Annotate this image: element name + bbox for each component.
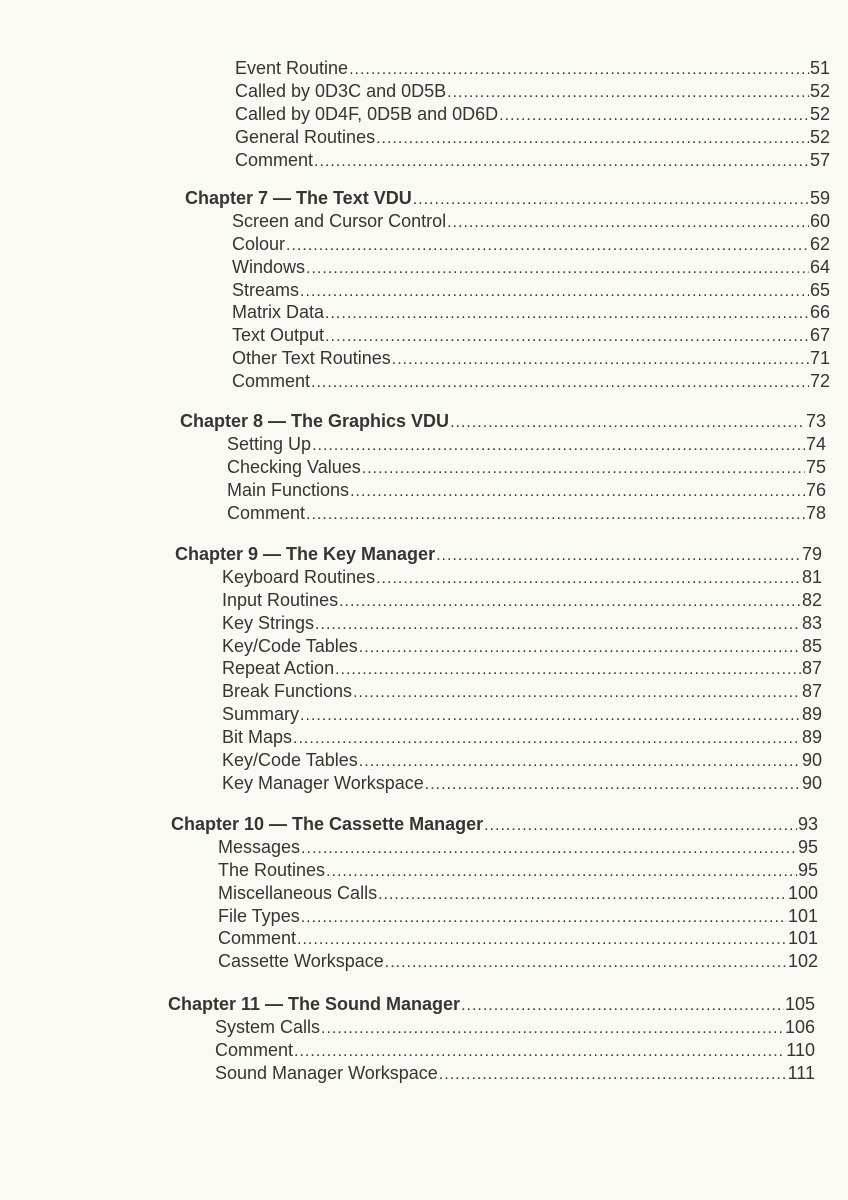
page-number: 95	[797, 836, 818, 857]
toc-entry	[0, 57, 830, 80]
toc-section	[0, 57, 848, 171]
entry-title: Screen and Cursor Control	[232, 210, 447, 231]
page-number: 60	[809, 210, 830, 231]
entry-title: Key Manager Workspace	[222, 772, 424, 793]
entry-title: Break Functions	[222, 681, 353, 702]
page-number: 102	[787, 951, 818, 972]
entry-title: Bit Maps	[222, 727, 293, 748]
page-number: 76	[805, 479, 826, 500]
page-number: 78	[805, 502, 826, 523]
chapter-title: Chapter 9 — The Key Manager	[175, 544, 436, 564]
dot-leader	[353, 682, 801, 705]
page-number: 73	[805, 411, 826, 431]
dot-leader	[436, 545, 801, 568]
dot-leader	[376, 128, 809, 151]
toc-entry	[0, 749, 822, 772]
toc-entry	[0, 589, 822, 612]
chapter-title: Chapter 11 — The Sound Manager	[168, 994, 461, 1014]
entry-title: Called by 0D4F, 0D5B and 0D6D	[235, 103, 499, 124]
page-number: 81	[801, 566, 822, 587]
entry-title: General Routines	[235, 126, 376, 147]
dot-leader	[447, 82, 809, 105]
page-number: 95	[797, 859, 818, 880]
entry-title: Key/Code Tables	[222, 750, 358, 771]
dot-leader	[349, 59, 809, 82]
toc-entry	[0, 126, 830, 149]
toc-entry	[0, 882, 818, 905]
toc-entry	[0, 1039, 815, 1062]
page-number: 110	[786, 1039, 815, 1060]
toc-section	[0, 813, 848, 973]
toc-section	[0, 187, 848, 393]
entry-title: Main Functions	[227, 479, 350, 500]
toc-entry	[0, 279, 830, 302]
entry-title: Repeat Action	[222, 658, 335, 679]
entry-title: Streams	[232, 279, 300, 300]
page-number: 72	[809, 371, 830, 392]
entry-title: Comment	[235, 149, 314, 170]
dot-leader	[306, 504, 805, 527]
dot-leader	[499, 105, 809, 128]
page-number: 89	[801, 704, 822, 725]
chapter-title: Chapter 8 — The Graphics VDU	[180, 411, 450, 431]
page-number: 71	[809, 348, 830, 369]
toc-entry	[0, 859, 818, 882]
entry-title: The Routines	[218, 859, 326, 880]
entry-title: Called by 0D3C and 0D5B	[235, 80, 447, 101]
page-number: 93	[797, 814, 818, 834]
toc-entry	[0, 927, 818, 950]
page-number: 105	[784, 994, 815, 1014]
dot-leader	[312, 435, 805, 458]
page-number: 100	[787, 882, 818, 903]
page-number: 51	[809, 58, 830, 78]
entry-title: Comment	[232, 371, 311, 392]
page-number: 106	[784, 1016, 815, 1037]
toc-entry	[0, 80, 830, 103]
toc-entry	[0, 1016, 815, 1039]
entry-title: Sound Manager Workspace	[215, 1062, 438, 1083]
toc-entry	[0, 680, 822, 703]
entry-title: Key Strings	[222, 612, 315, 633]
toc-entry	[0, 635, 822, 658]
toc-entry	[0, 256, 830, 279]
entry-title: File Types	[218, 905, 300, 926]
page-number: 52	[809, 103, 830, 124]
page-number: 101	[787, 905, 818, 926]
dot-leader	[301, 838, 797, 861]
entry-title: System Calls	[215, 1016, 321, 1037]
dot-leader	[461, 995, 784, 1018]
page-number: 82	[801, 589, 822, 610]
toc-chapter-entry	[0, 813, 818, 836]
dot-leader	[359, 637, 801, 660]
entry-title: Miscellaneous Calls	[218, 882, 378, 903]
dot-leader	[484, 815, 797, 838]
toc-entry	[0, 502, 826, 525]
page-number: 87	[801, 658, 822, 679]
toc-entry	[0, 456, 826, 479]
toc-entry	[0, 103, 830, 126]
dot-leader	[306, 258, 809, 281]
toc-entry	[0, 772, 822, 795]
entry-title: Matrix Data	[232, 302, 325, 323]
entry-title: Other Text Routines	[232, 348, 391, 369]
dot-leader	[362, 458, 805, 481]
page-number: 52	[809, 126, 830, 147]
toc-entry	[0, 347, 830, 370]
toc-section	[0, 543, 848, 795]
dot-leader	[300, 705, 801, 728]
dot-leader	[447, 212, 809, 235]
page-number: 89	[801, 727, 822, 748]
page-number: 52	[809, 80, 830, 101]
toc-entry	[0, 726, 822, 749]
chapter-title: Chapter 7 — The Text VDU	[185, 188, 412, 208]
page-number: 83	[801, 612, 822, 633]
dot-leader	[339, 591, 801, 614]
toc-entry	[0, 950, 818, 973]
toc-entry	[0, 905, 818, 928]
page-number: 62	[809, 233, 830, 254]
dot-leader	[378, 884, 787, 907]
dot-leader	[293, 728, 801, 751]
dot-leader	[325, 303, 809, 326]
entry-title: Key/Code Tables	[222, 635, 358, 656]
dot-leader	[335, 659, 801, 682]
toc-entry	[0, 301, 830, 324]
dot-leader	[325, 326, 809, 349]
toc-entry	[0, 233, 830, 256]
dot-leader	[294, 1041, 785, 1064]
toc-section	[0, 410, 848, 524]
dot-leader	[314, 151, 809, 174]
page-number: 67	[809, 325, 830, 346]
toc-entry	[0, 479, 826, 502]
page-number: 74	[805, 433, 826, 454]
entry-title: Input Routines	[222, 589, 339, 610]
dot-leader	[425, 774, 801, 797]
dot-leader	[315, 614, 801, 637]
toc-chapter-entry	[0, 543, 822, 566]
toc-entry	[0, 1062, 815, 1085]
page-number: 75	[805, 456, 826, 477]
dot-leader	[300, 281, 809, 304]
dot-leader	[392, 349, 809, 372]
dot-leader	[311, 372, 809, 395]
toc-entry	[0, 433, 826, 456]
dot-leader	[385, 952, 787, 975]
entry-title: Checking Values	[227, 456, 361, 477]
page-number: 85	[801, 635, 822, 656]
entry-title: Comment	[215, 1039, 294, 1060]
page-number: 79	[801, 544, 822, 564]
dot-leader	[450, 412, 805, 435]
toc-chapter-entry	[0, 993, 815, 1016]
page-number: 90	[801, 750, 822, 771]
toc-chapter-entry	[0, 187, 830, 210]
dot-leader	[326, 861, 797, 884]
page-number: 66	[809, 302, 830, 323]
toc-entry	[0, 566, 822, 589]
toc-entry	[0, 657, 822, 680]
toc-entry	[0, 703, 822, 726]
dot-leader	[413, 189, 809, 212]
toc-entry	[0, 836, 818, 859]
entry-title: Summary	[222, 704, 300, 725]
dot-leader	[350, 481, 805, 504]
page-number: 65	[809, 279, 830, 300]
toc-entry	[0, 612, 822, 635]
entry-title: Event Routine	[235, 58, 349, 78]
entry-title: Comment	[227, 502, 306, 523]
dot-leader	[321, 1018, 784, 1041]
chapter-title: Chapter 10 — The Cassette Manager	[171, 814, 484, 834]
entry-title: Messages	[218, 836, 301, 857]
page-number: 101	[787, 928, 818, 949]
toc-entry	[0, 324, 830, 347]
toc-chapter-entry	[0, 410, 826, 433]
entry-title: Text Output	[232, 325, 325, 346]
page-number: 59	[809, 188, 830, 208]
page-number: 90	[801, 772, 822, 793]
toc-entry	[0, 149, 830, 172]
page-number: 111	[787, 1062, 815, 1083]
entry-title: Keyboard Routines	[222, 566, 376, 587]
dot-leader	[376, 568, 801, 591]
toc-section	[0, 993, 848, 1085]
page-number: 87	[801, 681, 822, 702]
toc-entry	[0, 370, 830, 393]
dot-leader	[439, 1064, 787, 1087]
entry-title: Colour	[232, 233, 286, 254]
dot-leader	[286, 235, 809, 258]
page-number: 57	[809, 149, 830, 170]
dot-leader	[301, 907, 787, 930]
toc-entry	[0, 210, 830, 233]
entry-title: Windows	[232, 256, 306, 277]
entry-title: Comment	[218, 928, 297, 949]
dot-leader	[297, 929, 787, 952]
entry-title: Setting Up	[227, 433, 312, 454]
dot-leader	[359, 751, 801, 774]
page-number: 64	[809, 256, 830, 277]
entry-title: Cassette Workspace	[218, 951, 384, 972]
